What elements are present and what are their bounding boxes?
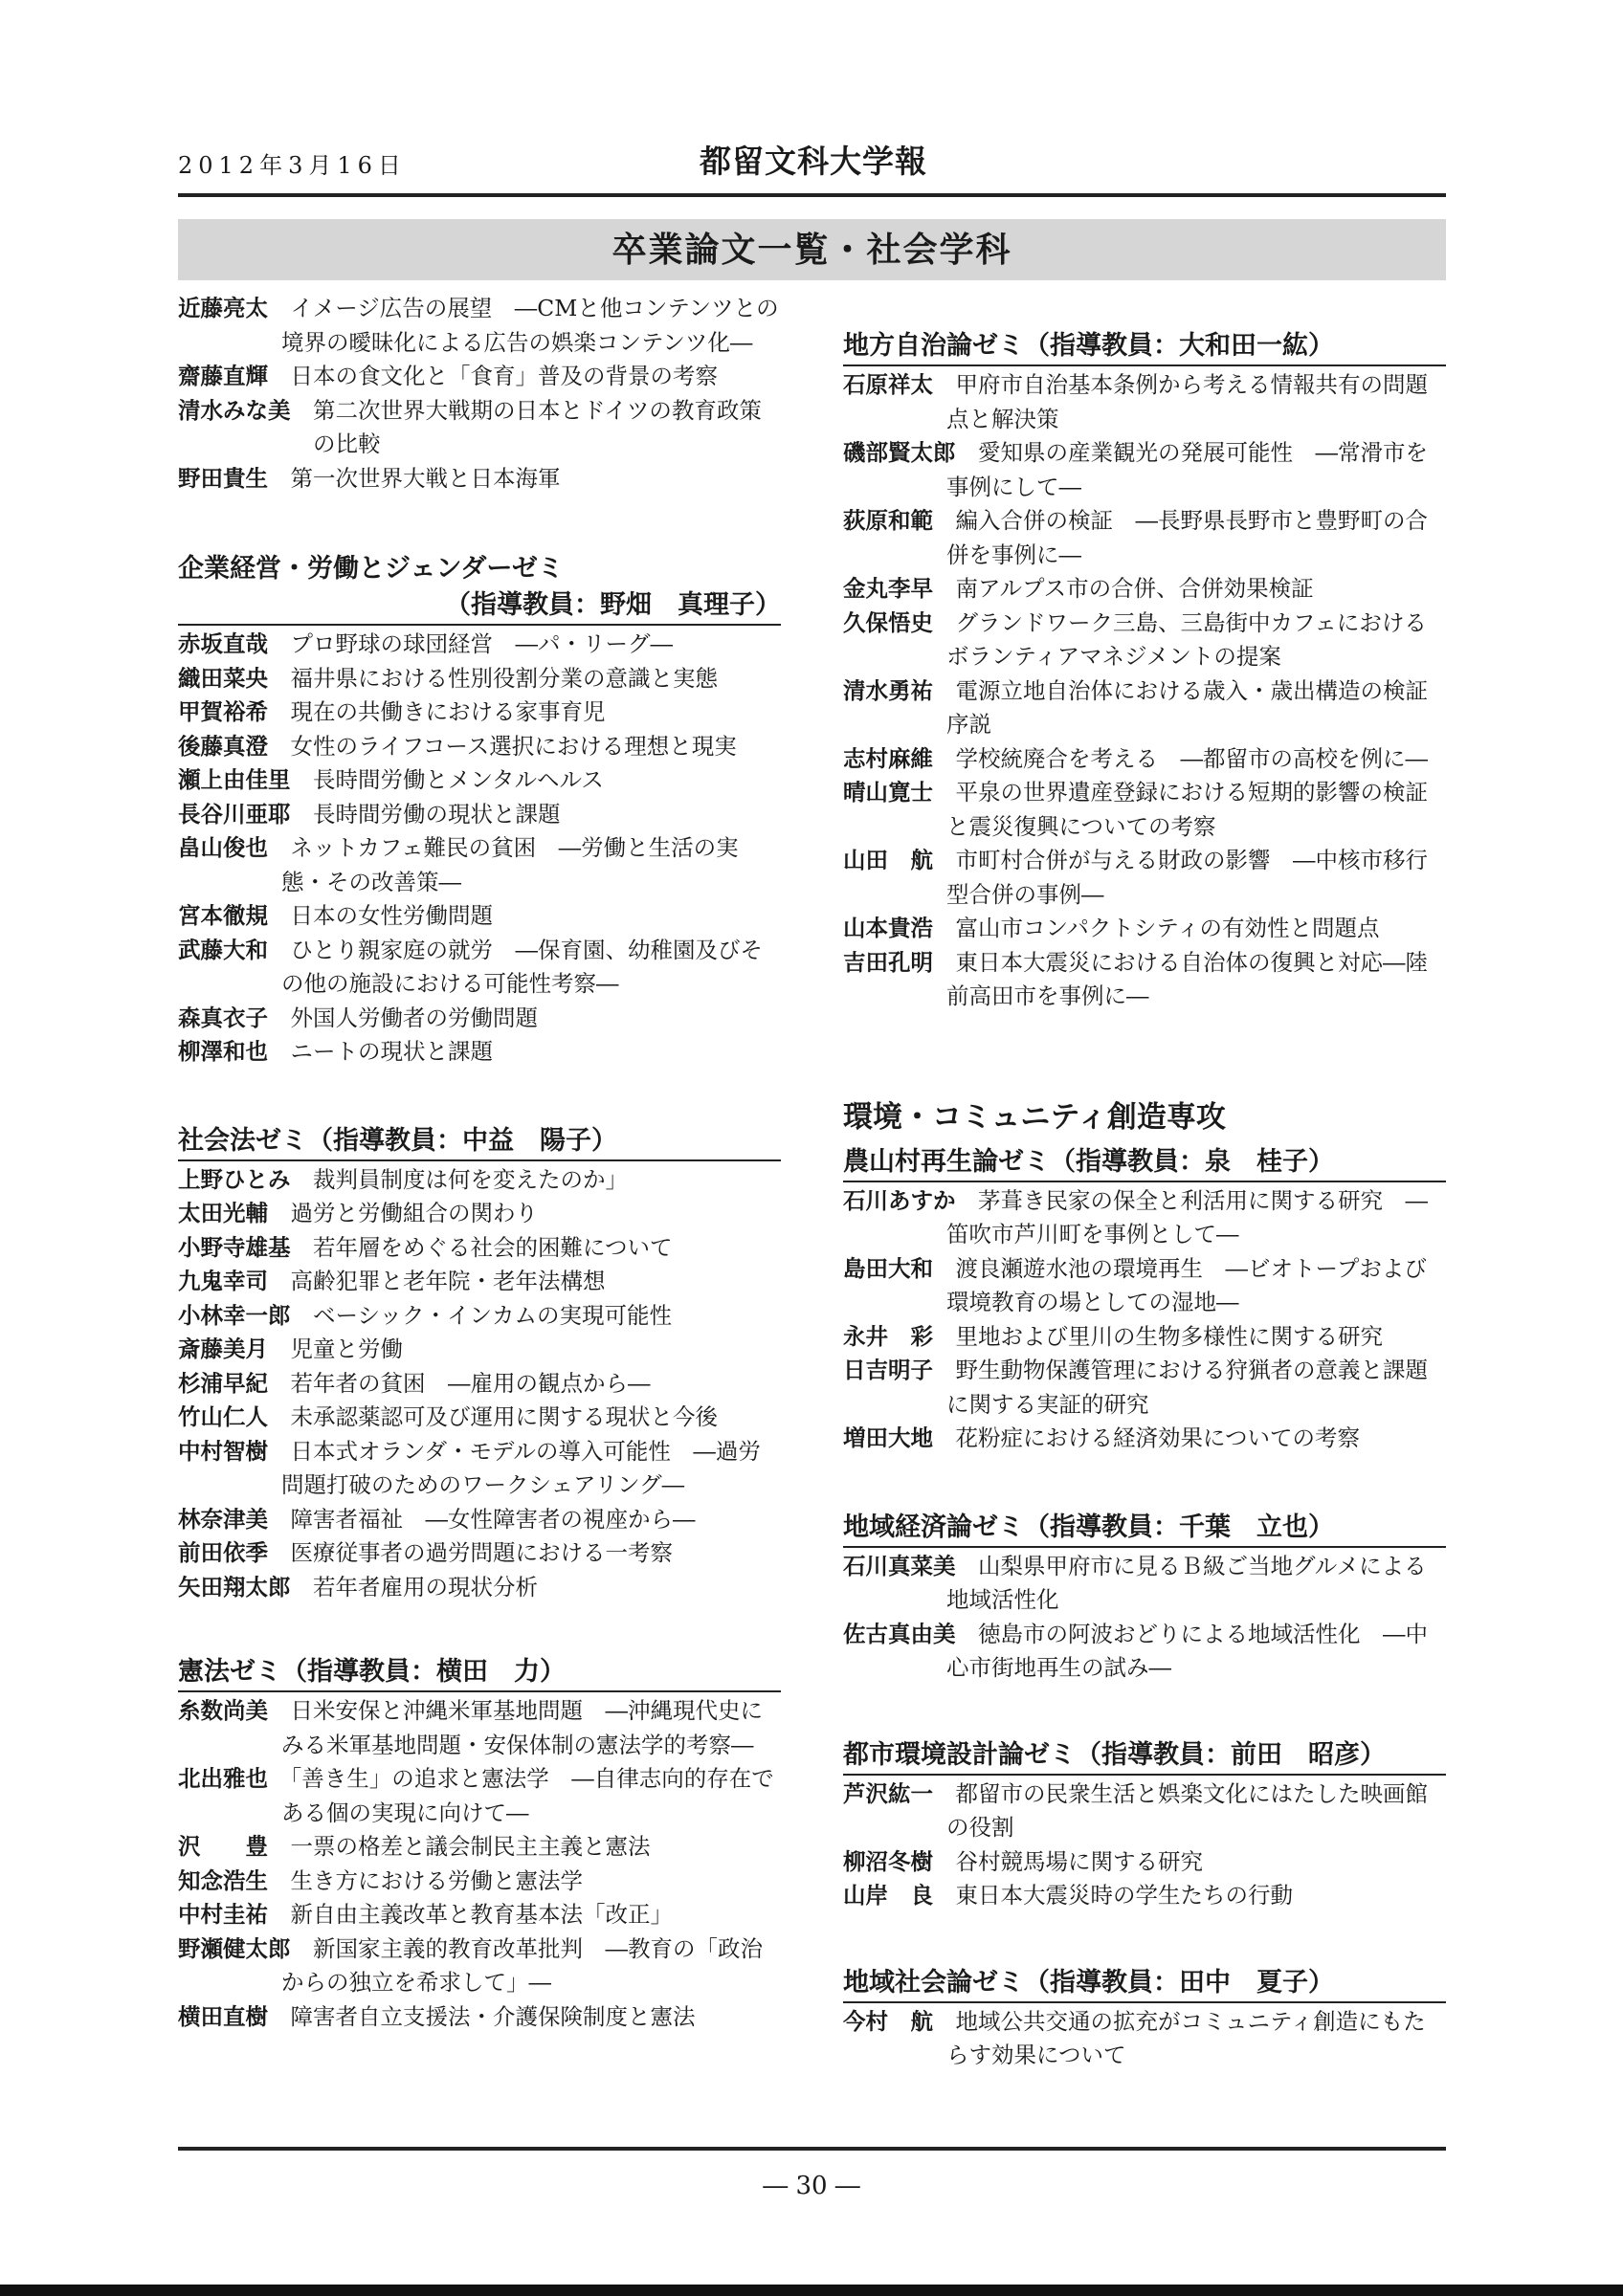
thesis-title: 地域公共交通の拡充がコミュニティ創造にもたらす効果について xyxy=(946,2007,1426,2068)
student-name: 晴山寛士 xyxy=(843,779,933,806)
list-item xyxy=(178,1299,781,1334)
thesis-title: 裁判員制度は何を変えたのか」 xyxy=(313,1165,628,1193)
list-item xyxy=(843,2005,1446,2073)
student-name: 畠山俊也 xyxy=(178,834,268,861)
left-column xyxy=(178,292,781,2034)
section-heading: 憲法ゼミ（指導教員：横田 力） xyxy=(178,1654,781,1692)
list-item xyxy=(843,1320,1446,1355)
thesis-title: 学校統廃合を考える ―都留市の高校を例に― xyxy=(955,744,1428,772)
student-name: 斎藤美月 xyxy=(178,1336,268,1362)
student-name: 太田光輔 xyxy=(178,1200,268,1226)
thesis-title: 未承認薬認可及び運用に関する現状と今後 xyxy=(290,1403,718,1430)
thesis-title: グランドワーク三島、三島街中カフェにおけるボランティアマネジメントの提案 xyxy=(946,608,1427,670)
thesis-title: 女性のライフコース選択における理想と現実 xyxy=(290,732,737,760)
thesis-title: 山梨県甲府市に見るＢ級ご当地グルメによる地域活性化 xyxy=(946,1552,1427,1613)
thesis-title: 新国家主義的教育改革批判 ―教育の「政治からの独立を希求して」― xyxy=(281,1934,763,1996)
student-name: 宮本徹規 xyxy=(178,902,268,929)
student-name: 後藤真澄 xyxy=(178,732,268,760)
list-item xyxy=(178,1571,781,1605)
student-name: 中村圭祐 xyxy=(178,1901,268,1928)
student-name: 織田菜央 xyxy=(178,664,268,692)
section-heading: 地域経済論ゼミ（指導教員：千葉 立也） xyxy=(843,1510,1446,1548)
thesis-title: 障害者福祉 ―女性障害者の視座から― xyxy=(290,1505,696,1533)
student-name: 北出雅也 xyxy=(178,1765,268,1792)
student-name: 増田大地 xyxy=(843,1424,933,1451)
list-item xyxy=(178,1333,781,1367)
student-name: 小野寺雄基 xyxy=(178,1233,291,1261)
list-item xyxy=(178,1231,781,1266)
thesis-title: 市町村合併が与える財政の影響 ―中核市移行型合併の事例― xyxy=(946,847,1428,908)
thesis-title: 新自由主義改革と教育基本法「改正」 xyxy=(290,1901,673,1928)
thesis-title: 日米安保と沖縄米軍基地問題 ―沖縄現代史にみる米軍基地問題・安保体制の憲法学的考察― xyxy=(281,1697,763,1758)
thesis-title: 平泉の世界遺産登録における短期的影響の検証と震災復興についての考察 xyxy=(946,779,1428,840)
list-item xyxy=(178,831,781,899)
list-item xyxy=(178,2000,781,2035)
student-name: 横田直樹 xyxy=(178,2002,268,2030)
thesis-title: プロ野球の球団経営 ―パ・リーグ― xyxy=(290,630,673,657)
thesis-title: 日本の女性労働問題 xyxy=(290,902,493,929)
student-name: 石川真菜美 xyxy=(843,1552,956,1579)
section-heading: 社会法ゼミ（指導教員：中益 陽子） xyxy=(178,1123,781,1161)
thesis-title: 東日本大震災時の学生たちの行動 xyxy=(955,1882,1293,1909)
student-name: 吉田孔明 xyxy=(843,948,933,976)
list-item xyxy=(178,899,781,934)
list-item xyxy=(843,504,1446,572)
student-name: 佐古真由美 xyxy=(843,1620,956,1647)
student-name: 竹山仁人 xyxy=(178,1403,268,1430)
thesis-title: 編入合併の検証 ―長野県長野市と豊野町の合併を事例に― xyxy=(946,507,1428,568)
student-name: 石川あすか xyxy=(843,1186,956,1214)
student-name: 沢 豊 xyxy=(178,1833,268,1860)
list-item xyxy=(843,912,1446,946)
thesis-title: 外国人労働者の労働問題 xyxy=(290,1004,538,1031)
thesis-title: 里地および里川の生物多様性に関する研究 xyxy=(955,1322,1383,1350)
list-item xyxy=(178,1898,781,1932)
thesis-title: 児童と労働 xyxy=(290,1336,403,1362)
list-item xyxy=(178,1002,781,1036)
list-item xyxy=(178,462,781,497)
thesis-title: 現在の共働きにおける家事育児 xyxy=(290,698,606,725)
thesis-title: 第二次世界大戦期の日本とドイツの教育政策の比較 xyxy=(313,396,762,457)
list-item xyxy=(843,1879,1446,1913)
student-name: 前田依季 xyxy=(178,1539,268,1566)
thesis-title: 生き方における労働と憲法学 xyxy=(290,1866,583,1894)
list-item xyxy=(843,946,1446,1014)
list-item xyxy=(843,572,1446,607)
list-item xyxy=(178,1197,781,1231)
footer-rule xyxy=(178,2147,1446,2151)
list-item xyxy=(178,1932,781,2000)
list-item xyxy=(178,1503,781,1537)
student-name: 知念浩生 xyxy=(178,1866,268,1894)
student-name: 瀬上由佳里 xyxy=(178,766,291,793)
list-item xyxy=(178,662,781,696)
list-item xyxy=(843,1252,1446,1320)
list-item xyxy=(178,1536,781,1571)
thesis-title: 若年者の貧困 ―雇用の観点から― xyxy=(290,1369,651,1397)
thesis-title: 谷村競馬場に関する研究 xyxy=(955,1847,1203,1875)
student-name: 島田大和 xyxy=(843,1254,933,1282)
thesis-title: 第一次世界大戦と日本海軍 xyxy=(290,464,561,492)
student-name: 石原祥太 xyxy=(843,371,933,398)
student-name: 志村麻維 xyxy=(843,744,933,772)
list-item xyxy=(843,1184,1446,1252)
supervisor: （指導教員：野畑 真理子） xyxy=(445,590,781,620)
thesis-title: 福井県における性別役割分業の意識と実態 xyxy=(290,664,718,692)
student-name: 九鬼幸司 xyxy=(178,1268,268,1294)
student-name: 長谷川亜耶 xyxy=(178,800,291,828)
header-rule xyxy=(178,193,1446,197)
thesis-title: 若年層をめぐる社会的困難について xyxy=(313,1233,673,1261)
student-name: 磯部賢太郎 xyxy=(843,439,956,466)
student-name: 清水みな美 xyxy=(178,396,291,424)
student-name: 芦沢紘一 xyxy=(843,1779,933,1807)
thesis-title: 一票の格差と議会制民主主義と憲法 xyxy=(290,1833,651,1860)
thesis-title: 障害者自立支援法・介護保険制度と憲法 xyxy=(290,2002,696,2030)
list-item xyxy=(178,1367,781,1402)
list-item xyxy=(178,1865,781,1899)
thesis-title: 野生動物保護管理における狩猟者の意義と課題に関する実証的研究 xyxy=(946,1357,1428,1418)
list-item xyxy=(843,1354,1446,1422)
thesis-title: 徳島市の阿波おどりによる地域活性化 ―中心市街地再生の試み― xyxy=(946,1620,1428,1681)
list-item xyxy=(178,1163,781,1198)
intro-list xyxy=(178,292,781,496)
student-name: 永井 彩 xyxy=(843,1322,933,1350)
list-item xyxy=(843,436,1446,504)
seminar-name: 企業経営・労働とジェンダーゼミ xyxy=(178,554,564,584)
thesis-title: 富山市コンパクトシティの有効性と問題点 xyxy=(955,915,1380,941)
thesis-title: 東日本大震災における自治体の復興と対応―陸前高田市を事例に― xyxy=(946,948,1428,1009)
list-item xyxy=(178,360,781,394)
student-name: 武藤大和 xyxy=(178,936,268,963)
section-heading: 農山村再生論ゼミ（指導教員：泉 桂子） xyxy=(843,1144,1446,1182)
list-item xyxy=(843,1550,1446,1618)
thesis-title: 医療従事者の過労問題における一考察 xyxy=(290,1539,673,1566)
list-item xyxy=(178,798,781,832)
list-item xyxy=(843,607,1446,674)
scan-edge xyxy=(0,2285,1623,2296)
thesis-title: イメージ広告の展望 ―CMと他コンテンツとの境界の曖昧化による広告の娯楽コンテンツ化― xyxy=(281,295,779,356)
seminar-section xyxy=(843,1144,1446,1456)
student-name: 柳沼冬樹 xyxy=(843,1847,933,1875)
thesis-title: 渡良瀬遊水池の環境再生 ―ビオトープおよび環境教育の場としての湿地― xyxy=(946,1254,1427,1315)
list-item xyxy=(178,628,781,662)
list-item xyxy=(843,742,1446,777)
section-heading: 都市環境設計論ゼミ（指導教員：前田 昭彦） xyxy=(843,1737,1446,1776)
student-name: 金丸李早 xyxy=(843,575,933,602)
thesis-title: 若年者雇用の現状分析 xyxy=(313,1573,538,1601)
list-item xyxy=(178,1694,781,1762)
student-name: 中村智樹 xyxy=(178,1437,268,1465)
thesis-title: 長時間労働の現状と課題 xyxy=(313,800,561,828)
section-heading: 地方自治論ゼミ（指導教員：大和田一紘） xyxy=(843,328,1446,366)
student-name: 清水勇祐 xyxy=(843,676,933,704)
list-item xyxy=(178,1830,781,1865)
thesis-title: 高齢犯罪と老年院・老年法構想 xyxy=(290,1268,606,1294)
seminar-section xyxy=(178,551,781,1070)
list-item xyxy=(843,674,1446,742)
right-column xyxy=(843,292,1446,2073)
thesis-title: ひとり親家庭の就労 ―保育園、幼稚園及びその他の施設における可能性考察― xyxy=(281,936,763,997)
student-name: 小林幸一郎 xyxy=(178,1301,291,1329)
thesis-title: 愛知県の産業観光の発展可能性 ―常滑市を事例にして― xyxy=(946,439,1428,500)
student-name: 赤坂直哉 xyxy=(178,630,268,657)
major-heading: 環境・コミュニティ創造専攻 xyxy=(843,1099,1226,1135)
issue-date: 2012年3月16日 xyxy=(178,152,407,179)
list-item xyxy=(178,292,781,360)
student-name: 久保悟史 xyxy=(843,608,933,636)
list-item xyxy=(178,763,781,798)
student-name: 山田 航 xyxy=(843,847,933,873)
student-name: 山本貴浩 xyxy=(843,915,933,941)
list-item xyxy=(843,1618,1446,1686)
seminar-section xyxy=(843,328,1446,1014)
student-name: 林奈津美 xyxy=(178,1505,268,1533)
student-name: 野田貴生 xyxy=(178,464,268,492)
list-item xyxy=(178,394,781,462)
student-name: 近藤亮太 xyxy=(178,295,268,321)
seminar-section xyxy=(843,1510,1446,1686)
thesis-title: 電源立地自治体における歳入・歳出構造の検証序説 xyxy=(946,676,1428,738)
student-name: 柳澤和也 xyxy=(178,1038,268,1065)
journal-title: 都留文科大学報 xyxy=(700,143,927,180)
list-item xyxy=(178,1265,781,1299)
student-name: 今村 航 xyxy=(843,2007,933,2035)
student-name: 糸数尚美 xyxy=(178,1697,268,1724)
thesis-title: 甲府市自治基本条例から考える情報共有の問題点と解決策 xyxy=(946,371,1428,432)
thesis-title: ベーシック・インカムの実現可能性 xyxy=(313,1301,673,1329)
list-item xyxy=(178,1401,781,1435)
student-name: 森真衣子 xyxy=(178,1004,268,1031)
page-header xyxy=(178,144,1446,188)
student-name: 荻原和範 xyxy=(843,507,933,534)
list-item xyxy=(178,1762,781,1830)
student-name: 山岸 良 xyxy=(843,1882,933,1909)
list-item xyxy=(178,1435,781,1503)
seminar-section xyxy=(178,1123,781,1605)
thesis-title: ネットカフェ難民の貧困 ―労働と生活の実態・その改善策― xyxy=(281,834,739,895)
student-name: 齋藤直輝 xyxy=(178,363,268,389)
list-item xyxy=(178,730,781,764)
thesis-title: 南アルプス市の合併、合併効果検証 xyxy=(955,575,1314,602)
student-name: 杉浦早紀 xyxy=(178,1369,268,1397)
list-item xyxy=(843,1422,1446,1456)
student-name: 日吉明子 xyxy=(843,1357,933,1383)
list-item xyxy=(843,1845,1446,1880)
seminar-section xyxy=(178,1654,781,2034)
thesis-title: 「善き生」の追求と憲法学 ―自律志向的存在である個の実現に向けて― xyxy=(281,1765,774,1826)
thesis-title: 長時間労働とメンタルヘルス xyxy=(313,766,604,793)
thesis-title: 日本の食文化と「食育」普及の背景の考察 xyxy=(290,363,718,389)
thesis-title: ニートの現状と課題 xyxy=(290,1038,493,1065)
thesis-title: 花粉症における経済効果についての考察 xyxy=(955,1424,1361,1451)
list-item xyxy=(178,695,781,730)
student-name: 矢田翔太郎 xyxy=(178,1573,291,1601)
list-item xyxy=(843,1777,1446,1845)
student-name: 野瀬健太郎 xyxy=(178,1934,291,1962)
list-item xyxy=(843,368,1446,436)
list-item xyxy=(843,776,1446,844)
thesis-title: 茅葺き民家の保全と利活用に関する研究 ―笛吹市芦川町を事例として― xyxy=(946,1186,1428,1247)
list-item xyxy=(843,844,1446,912)
section-heading xyxy=(178,551,781,626)
seminar-section xyxy=(843,1737,1446,1913)
thesis-title: 都留市の民衆生活と娯楽文化にはたした映画館の役割 xyxy=(946,1779,1428,1841)
seminar-section xyxy=(843,1965,1446,2073)
section-heading: 地域社会論ゼミ（指導教員：田中 夏子） xyxy=(843,1965,1446,2003)
thesis-title: 過労と労働組合の関わり xyxy=(290,1200,538,1226)
list-item xyxy=(178,934,781,1002)
list-item xyxy=(178,1035,781,1070)
thesis-title: 日本式オランダ・モデルの導入可能性 ―過労問題打破のためのワークシェアリング― xyxy=(281,1437,761,1498)
page-title-banner: 卒業論文一覧・社会学科 xyxy=(178,219,1446,280)
student-name: 甲賀裕希 xyxy=(178,698,268,725)
page-number: ― 30 ― xyxy=(763,2172,860,2200)
student-name: 上野ひとみ xyxy=(178,1165,291,1193)
